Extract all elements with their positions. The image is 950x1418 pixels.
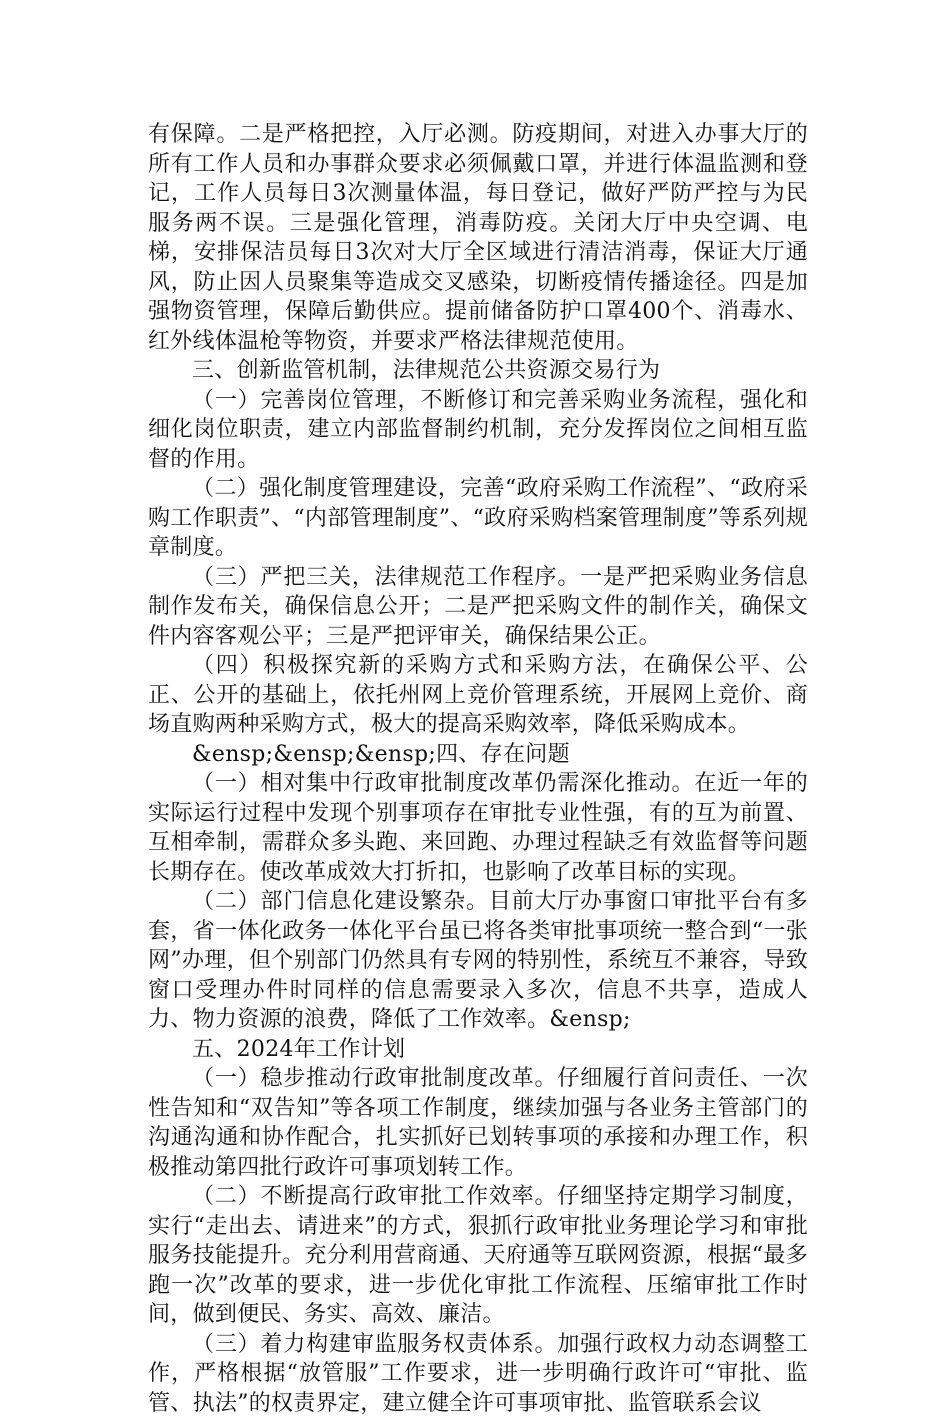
section-heading-3: 三、创新监管机制，法律规范公共资源交易行为 bbox=[148, 356, 808, 386]
paragraph-3-4: （四）积极探究新的采购方式和采购方法，在确保公平、公正、公开的基础上，依托州网上竞价管理系统，开展网上竞价、商场直购两种采购方式，极大的提高采购效率，降低采购成本。 bbox=[148, 651, 808, 740]
section-heading-4: &ensp;&ensp;&ensp;四、存在问题 bbox=[148, 740, 808, 770]
paragraph-5-2: （二）不断提高行政审批工作效率。仔细坚持定期学习制度，实行“走出去、请进来”的方式，狠抓行政审批业务理论学习和审批服务技能提升。充分利用营商通、天府通等互联网资源，根据“最多跑一次”改革的要求，进一步优化审批工作流程、压缩审批工作时间，做到便民、务实、高效、廉洁。 bbox=[148, 1182, 808, 1330]
document-body bbox=[148, 120, 808, 1418]
paragraph-3-2: （二）强化制度管理建设，完善“政府采购工作流程”、“政府采购工作职责”、“内部管理制度”、“政府采购档案管理制度”等系列规章制度。 bbox=[148, 474, 808, 563]
paragraph-4-1: （一）相对集中行政审批制度改革仍需深化推动。在近一年的实际运行过程中发现个别事项存在审批专业性强，有的互为前置、互相牵制，需群众多头跑、来回跑、办理过程缺乏有效监督等问题长期存在。使改革成效大打折扣，也影响了改革目标的实现。 bbox=[148, 769, 808, 887]
paragraph-5-1: （一）稳步推动行政审批制度改革。仔细履行首问责任、一次性告知和“双告知”等各项工作制度，继续加强与各业务主管部门的沟通沟通和协作配合，扎实抓好已划转事项的承接和办理工作，积极推动第四批行政许可事项划转工作。 bbox=[148, 1064, 808, 1182]
section-heading-5: 五、2024年工作计划 bbox=[148, 1035, 808, 1065]
paragraph-5-3: （三）着力构建审监服务权责体系。加强行政权力动态调整工作，严格根据“放管服”工作要求，进一步明确行政许可“审批、监管、执法”的权责界定，建立健全许可事项审批、监管联系会议 bbox=[148, 1330, 808, 1418]
paragraph-epidemic-measures: 有保障。二是严格把控，入厅必测。防疫期间，对进入办事大厅的所有工作人员和办事群众要求必须佩戴口罩，并进行体温监测和登记，工作人员每日3次测量体温，每日登记，做好严防严控与为民服务两不误。三是强化管理，消毒防疫。关闭大厅中央空调、电梯，安排保洁员每日3次对大厅全区域进行清洁消毒，保证大厅通风，防止因人员聚集等造成交叉感染，切断疫情传播途径。四是加强物资管理，保障后勤供应。提前储备防护口罩400个、消毒水、红外线体温枪等物资，并要求严格法律规范使用。 bbox=[148, 120, 808, 356]
paragraph-4-2: （二）部门信息化建设繁杂。目前大厅办事窗口审批平台有多套，省一体化政务一体化平台虽已将各类审批事项统一整合到“一张网”办理，但个别部门仍然具有专网的特别性，系统互不兼容，导致窗口受理办件时同样的信息需要录入多次，信息不共享，造成人力、物力资源的浪费，降低了工作效率。&ensp; bbox=[148, 887, 808, 1035]
paragraph-3-3: （三）严把三关，法律规范工作程序。一是严把采购业务信息制作发布关，确保信息公开；二是严把采购文件的制作关，确保文件内容客观公平；三是严把评审关，确保结果公正。 bbox=[148, 563, 808, 652]
paragraph-3-1: （一）完善岗位管理，不断修订和完善采购业务流程，强化和细化岗位职责，建立内部监督制约机制，充分发挥岗位之间相互监督的作用。 bbox=[148, 386, 808, 475]
